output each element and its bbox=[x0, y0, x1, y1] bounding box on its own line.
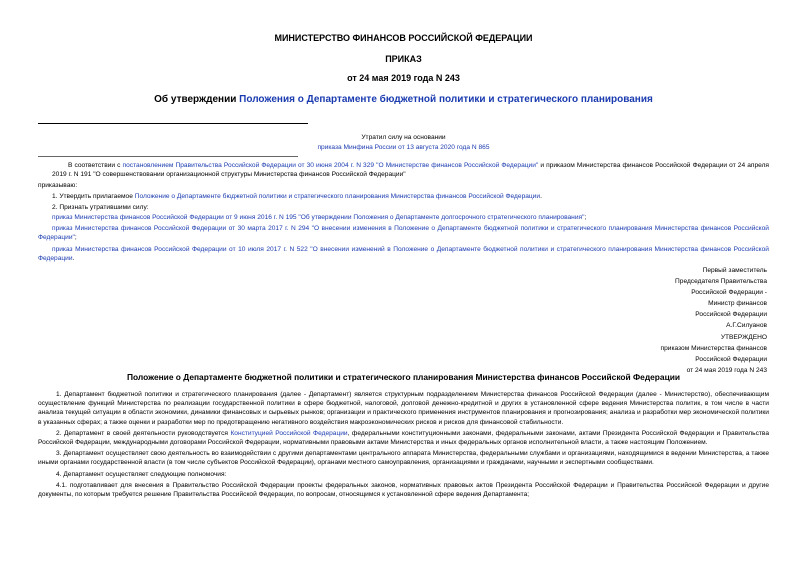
regulation-body bbox=[38, 390, 769, 501]
regulation-paragraph: 4. Департамент осуществляет следующие полномочия: bbox=[56, 470, 227, 478]
repealed-order-3-link[interactable]: приказ Министерства финансов Российской Федерации от 10 июля 2017 г. N 522 "О внесении изменений в Положение о Департаменте бюджетной политики и стратегического планирования Министерства финансов Российской Федерации bbox=[38, 246, 769, 263]
signature-line: Министр финансов bbox=[708, 300, 767, 308]
divider-line bbox=[38, 123, 308, 124]
repealed-order-3 bbox=[38, 245, 769, 263]
repealed-order-1-link[interactable]: приказ Министерства финансов Российской Федерации от 9 июня 2016 г. N 195 "Об утверждении Положения о Департаменте долгосрочного стратегического планирования" bbox=[52, 214, 585, 221]
clause-1-text bbox=[52, 192, 769, 201]
repealed-order-1 bbox=[52, 213, 769, 222]
clause-1 bbox=[52, 192, 769, 201]
signature-line: Российской Федерации bbox=[695, 311, 767, 319]
preamble-text: и приказом Министерства финансов Российской Федерации от 24 апреля 2019 г. N 191 "О совершенствовании организационной структуры Министерства финансов Российской Федерации" bbox=[52, 162, 769, 179]
regulation-text: , федеральными конституционными законами, федеральными законами, актами Президента Российской Федерации и Правительства Российской Федерации, международными договорами Российской Федерации, нормативными правовыми актами Министерства и иных федеральных органов исполнительной власти, а также настоящим Положением. bbox=[38, 429, 769, 447]
divider-line-2 bbox=[38, 156, 298, 157]
doc-title-link[interactable]: Положения о Департаменте бюджетной политики и стратегического планирования bbox=[239, 94, 653, 105]
approval-line: приказом Министерства финансов bbox=[660, 344, 767, 352]
lost-force-notice bbox=[0, 133, 807, 153]
ministry-heading: МИНИСТЕРСТВО ФИНАНСОВ РОССИЙСКОЙ ФЕДЕРАЦИИ bbox=[274, 33, 533, 43]
order-word bbox=[38, 181, 769, 190]
approval-date: от 24 мая 2019 года N 243 bbox=[686, 366, 767, 374]
constitution-link[interactable]: Конституцией Российской Федерации bbox=[230, 429, 348, 437]
doc-type-heading: ПРИКАЗ bbox=[385, 54, 422, 64]
clause-text: . bbox=[540, 193, 542, 200]
government-decree-link[interactable]: Правительства Российской Федерации от 30 июня 2004 г. N 329 "О Министерстве финансов Российской Федерации" bbox=[175, 162, 539, 169]
doc-date-number: от 24 мая 2019 года N 243 bbox=[347, 73, 460, 83]
clause-text: 1. Утвердить прилагаемое bbox=[52, 193, 135, 200]
punct: ; bbox=[584, 214, 587, 221]
approved-label: УТВЕРЖДЕНО bbox=[720, 333, 767, 341]
signature-line: Председателя Правительства bbox=[675, 278, 767, 286]
regulation-text: 2. Департамент в своей деятельности руководствуется bbox=[56, 429, 231, 437]
lost-force-link[interactable]: приказа Минфина России от 13 августа 2020 года N 865 bbox=[317, 144, 490, 151]
regulation-paragraph: 3. Департамент осуществляет свою деятельность во взаимодействии с другими департаментами центрального аппарата Министерства, федеральными службами и организациями, находящимися в ведении Министерства, а также иными органами государственной власти (в том числе субъектов Российской Федерации), органами местного самоуправления, организациями и гражданами, научными и экспертными сообществами. bbox=[38, 450, 769, 467]
resolution-link[interactable]: постановлением bbox=[122, 162, 174, 169]
repealed-order-2-link[interactable]: приказ Министерства финансов Российской Федерации от 30 марта 2017 г. N 294 "О внесении изменения в Положение о Департаменте бюджетной политики и стратегического планирования Министерства финансов Российской Федерации" bbox=[38, 225, 769, 242]
regulation-link[interactable]: Положение о Департаменте бюджетной политики и стратегического планирования Министерства финансов Российской Федерации bbox=[134, 193, 541, 200]
regulation-paragraph: 4.1. подготавливает для внесения в Правительство Российской Федерации проекты федеральных законов, нормативных правовых актов Президента Российской Федерации и Правительства Российской Федерации и другие документы, по которым требуется решение Правительства Российской Федерации, по вопросам, относящимся к установленной сфере ведения Департамента; bbox=[38, 481, 769, 499]
preamble bbox=[52, 161, 769, 179]
signer-name: А.Г.Силуанов bbox=[726, 322, 767, 330]
doc-title bbox=[0, 94, 807, 105]
regulation-paragraph bbox=[38, 429, 769, 447]
preamble-text: В соответствии с bbox=[68, 162, 123, 169]
signature-line: Российской Федерации - bbox=[691, 289, 767, 297]
lost-force-text: Утратил силу на основании bbox=[361, 134, 446, 141]
signature-block bbox=[661, 265, 767, 376]
clause-2 bbox=[52, 203, 769, 212]
order-word-text: приказываю: bbox=[38, 182, 78, 189]
preamble-paragraph bbox=[52, 161, 769, 179]
signature-line: Первый заместитель bbox=[702, 267, 767, 274]
doc-title-prefix: Об утверждении bbox=[154, 94, 240, 105]
clause-2-text: 2. Признать утратившими силу: bbox=[52, 204, 149, 211]
regulation-title: Положение о Департаменте бюджетной политики и стратегического планирования Министерства финансов Российской Федерации bbox=[126, 372, 681, 382]
regulation-paragraph: 1. Департамент бюджетной политики и стратегического планирования (далее - Департамент) является структурным подразделением Министерства финансов Российской Федерации (далее - Министерство), обеспечивающим осуществление функций Министерства по реализации государственной политики в сфере бюджетной, налоговой, долговой денежно-кредитной и других в установленной сфере ведения Министерства политик, в том числе в части анализа текущей ситуации в области экономики, динамики финансовых и сырьевых рынков; организации и практического применения инструментов планирования и прогнозирования; анализа и разработки мер экономической политики в указанных сферах; а также оценки и разработки мер по предотвращению негативного воздействия макроэкономических рисков и рисков для финансовой стабильности. bbox=[38, 391, 769, 426]
approval-line: Российской Федерации bbox=[695, 355, 767, 363]
punct: . bbox=[72, 255, 75, 263]
repealed-order-2 bbox=[38, 224, 769, 242]
punct: ; bbox=[74, 234, 77, 242]
